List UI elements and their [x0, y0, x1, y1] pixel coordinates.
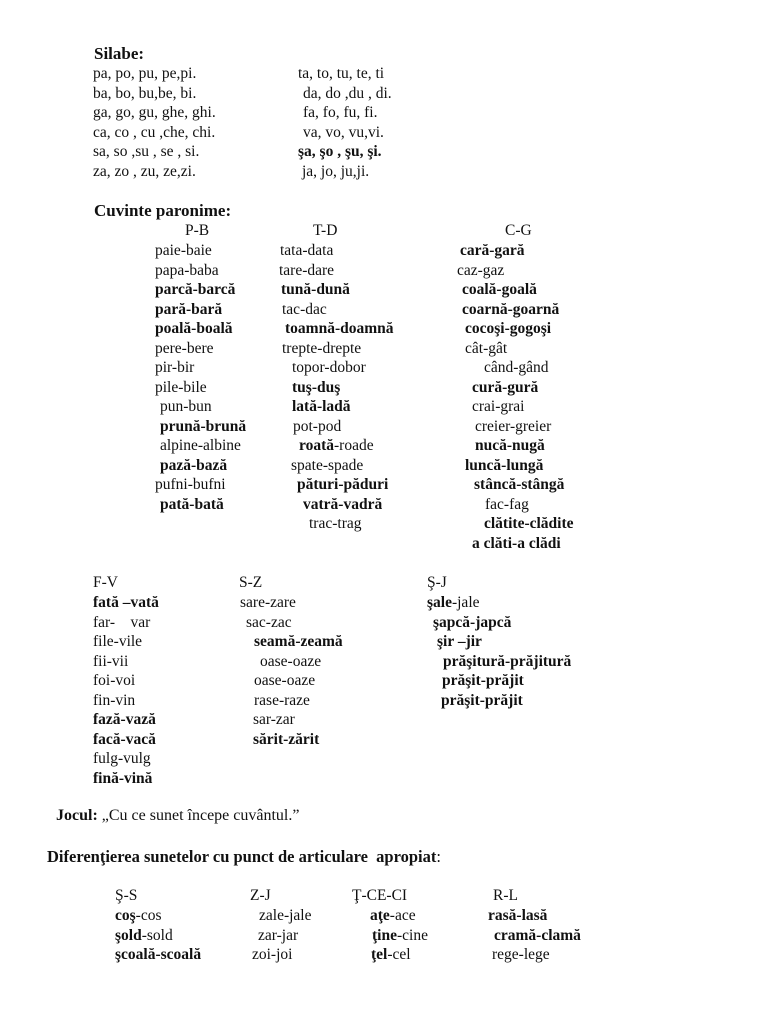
header-fv: F-V: [93, 574, 118, 591]
pair-item: toamnă-doamnă: [285, 320, 394, 337]
pair-item: [370, 926, 428, 946]
pair-item: zale-jale: [259, 907, 312, 924]
pair-item: tună-dună: [281, 281, 350, 298]
paronime-title: Cuvinte paronime:: [94, 201, 232, 220]
pair-item: trac-trag: [309, 515, 362, 532]
diferentiere-colon: :: [436, 847, 441, 866]
pair-rest-part: -jale: [451, 594, 480, 611]
pair-item: pile-bile: [155, 378, 207, 396]
pair-item: sărit-zărit: [253, 730, 320, 748]
ss-column: [115, 906, 201, 965]
zj-column: [252, 906, 311, 965]
pair-item: pată-bată: [160, 495, 224, 513]
pair-bold-part: ţine: [372, 926, 397, 944]
pair-item: tuş-duş: [292, 378, 341, 396]
pair-item: rege-lege: [492, 946, 550, 963]
joc-label: Jocul:: [56, 807, 98, 824]
pair-item: tata-data: [280, 242, 334, 259]
pair-bold-part: roată: [299, 437, 335, 454]
pair-item: când-gând: [484, 359, 549, 376]
pair-item: zoi-joi: [252, 946, 293, 963]
pair-rest-part: -roade: [334, 437, 374, 454]
tc-column: [370, 906, 428, 965]
silabe-right-column: [298, 64, 392, 181]
pair-rest-part: -cine: [396, 926, 428, 944]
header-pb: P-B: [185, 222, 210, 239]
pair-rest-part: -cos: [135, 907, 162, 924]
silabe-line: pa, po, pu, pe,pi.: [93, 65, 197, 82]
pair-item: paie-baie: [155, 242, 212, 259]
pair-item: zar-jar: [258, 926, 299, 944]
pair-item: [115, 945, 201, 965]
pair-item: far- var: [93, 613, 151, 631]
pair-item: crai-grai: [472, 398, 525, 415]
silabe-line: za, zo , zu, ze,zi.: [93, 162, 196, 180]
pair-bold-part: şale: [427, 594, 452, 611]
silabe-line: fa, fo, fu, fi.: [303, 104, 378, 121]
pair-item: cură-gură: [472, 378, 539, 396]
silabe-line: ba, bo, bu,be, bi.: [93, 84, 197, 102]
pair-item: topor-dobor: [292, 359, 366, 376]
pair-bold-part: aţe: [370, 907, 390, 924]
pair-item: sar-zar: [253, 711, 295, 728]
pair-item: prăşit-prăjit: [441, 691, 523, 709]
pair-item: rasă-lasă: [488, 907, 548, 924]
header-rl: R-L: [493, 887, 518, 904]
pair-item: tare-dare: [279, 261, 335, 279]
header-sz: S-Z: [239, 574, 263, 591]
pair-rest-part: -sold: [141, 926, 173, 944]
td-column: [279, 241, 394, 534]
pair-item: [279, 436, 394, 456]
pair-item: creier-greier: [475, 417, 552, 435]
header-ss: Ş-S: [115, 887, 138, 904]
pair-item: şapcă-japcă: [433, 613, 512, 631]
pair-item: nucă-nugă: [475, 437, 545, 454]
silabe-line: ca, co , cu ,che, chi.: [93, 123, 216, 141]
pair-item: seamă-zeamă: [254, 633, 343, 650]
pair-bold-part: şold: [115, 926, 142, 944]
pair-item: fulg-vulg: [93, 750, 151, 767]
pair-item: facă-vacă: [93, 730, 156, 748]
pair-item: parcă-barcă: [155, 281, 236, 298]
pair-item: [115, 926, 201, 946]
pb-column: [155, 241, 246, 514]
pair-item: prună-brună: [160, 417, 247, 435]
pair-item: pere-bere: [155, 339, 214, 357]
diferentiere-title-line: [47, 847, 441, 867]
pair-item: prăşit-prăjit: [442, 672, 524, 689]
pair-bold-part: şcoală-scoală: [115, 946, 202, 963]
pair-item: pară-bară: [155, 300, 223, 318]
pair-item: pun-bun: [160, 398, 212, 415]
silabe-left-column: [93, 64, 216, 181]
header-sj: Ş-J: [427, 574, 447, 591]
fv-column: [93, 593, 159, 788]
pair-item: pir-bir: [155, 359, 195, 376]
silabe-line: da, do ,du , di.: [303, 84, 392, 102]
pair-item: cară-gară: [460, 242, 525, 259]
pair-item: caz-gaz: [457, 261, 505, 279]
pair-item: coală-goală: [462, 281, 537, 298]
pair-item: coarnă-goarnă: [462, 300, 560, 318]
header-cg: C-G: [505, 222, 532, 239]
silabe-line: sa, so ,su , se , si.: [93, 143, 200, 160]
pair-item: a clăti-a clădi: [472, 534, 561, 552]
pair-item: lată-ladă: [292, 398, 351, 415]
sz-column: [239, 593, 343, 749]
pair-item: trepte-drepte: [282, 339, 362, 357]
pair-item: [115, 906, 201, 926]
pair-item: alpine-albine: [160, 437, 241, 454]
silabe-line: ga, go, gu, ghe, ghi.: [93, 104, 216, 121]
silabe-line: ta, to, tu, te, ti: [298, 65, 385, 82]
pair-item: cât-gât: [465, 339, 508, 357]
header-td: T-D: [313, 222, 338, 239]
pair-item: fază-vază: [93, 711, 156, 728]
pair-item: şir –jir: [437, 633, 482, 650]
pair-item: spate-spade: [291, 456, 364, 474]
pair-item: cramă-clamă: [494, 926, 581, 944]
pair-item: sac-zac: [246, 613, 292, 631]
pair-item: foi-voi: [93, 672, 136, 689]
pair-item: vatră-vadră: [303, 495, 383, 513]
silabe-line: ja, jo, ju,ji.: [302, 162, 370, 180]
pair-item: [370, 906, 428, 926]
diferentiere-title: Diferenţierea sunetelor cu punct de articulare apropiat: [47, 847, 437, 866]
pair-item: poală-boală: [155, 320, 233, 337]
pair-item: file-vile: [93, 633, 143, 650]
silabe-line: şa, şo , şu, şi.: [298, 143, 382, 160]
pair-bold-part: ţel: [371, 946, 388, 963]
pair-item: [370, 945, 428, 965]
pair-item: fină-vină: [93, 769, 153, 787]
pair-item: fată –vată: [93, 594, 159, 611]
joc-line: [56, 806, 299, 826]
pair-item: tac-dac: [282, 300, 327, 318]
pair-item: pază-bază: [160, 456, 228, 474]
rl-column: [488, 906, 581, 965]
pair-item: oase-oaze: [260, 652, 322, 670]
pair-item: fin-vin: [93, 691, 136, 709]
joc-text: „Cu ce sunet începe cuvântul.”: [97, 807, 300, 824]
pair-item: papa-baba: [155, 261, 219, 279]
pair-item: fac-fag: [485, 495, 529, 513]
pair-item: sare-zare: [240, 594, 296, 611]
pair-item: stâncă-stângă: [474, 476, 565, 493]
cg-column: [455, 241, 574, 553]
pair-item: pot-pod: [293, 417, 342, 435]
pair-item: clătite-clădite: [484, 515, 574, 532]
pair-item: pufni-bufni: [155, 476, 226, 493]
pair-bold-part: coş: [115, 907, 136, 924]
silabe-line: va, vo, vu,vi.: [303, 123, 384, 141]
pair-item: fii-vii: [93, 652, 129, 670]
pair-item: prăşitură-prăjitură: [443, 652, 572, 670]
pair-item: oase-oaze: [254, 672, 316, 689]
pair-item: pături-păduri: [297, 476, 389, 493]
pair-item: [427, 593, 571, 613]
pair-item: cocoşi-gogoşi: [465, 320, 552, 337]
sj-column: [427, 593, 571, 710]
silabe-title: Silabe:: [94, 44, 145, 63]
pair-rest-part: -cel: [387, 946, 411, 963]
pair-rest-part: -ace: [389, 907, 416, 924]
header-tc: Ţ-CE-CI: [352, 887, 408, 904]
header-zj: Z-J: [250, 887, 271, 904]
pair-item: rase-raze: [254, 691, 310, 709]
pair-item: luncă-lungă: [465, 456, 544, 474]
